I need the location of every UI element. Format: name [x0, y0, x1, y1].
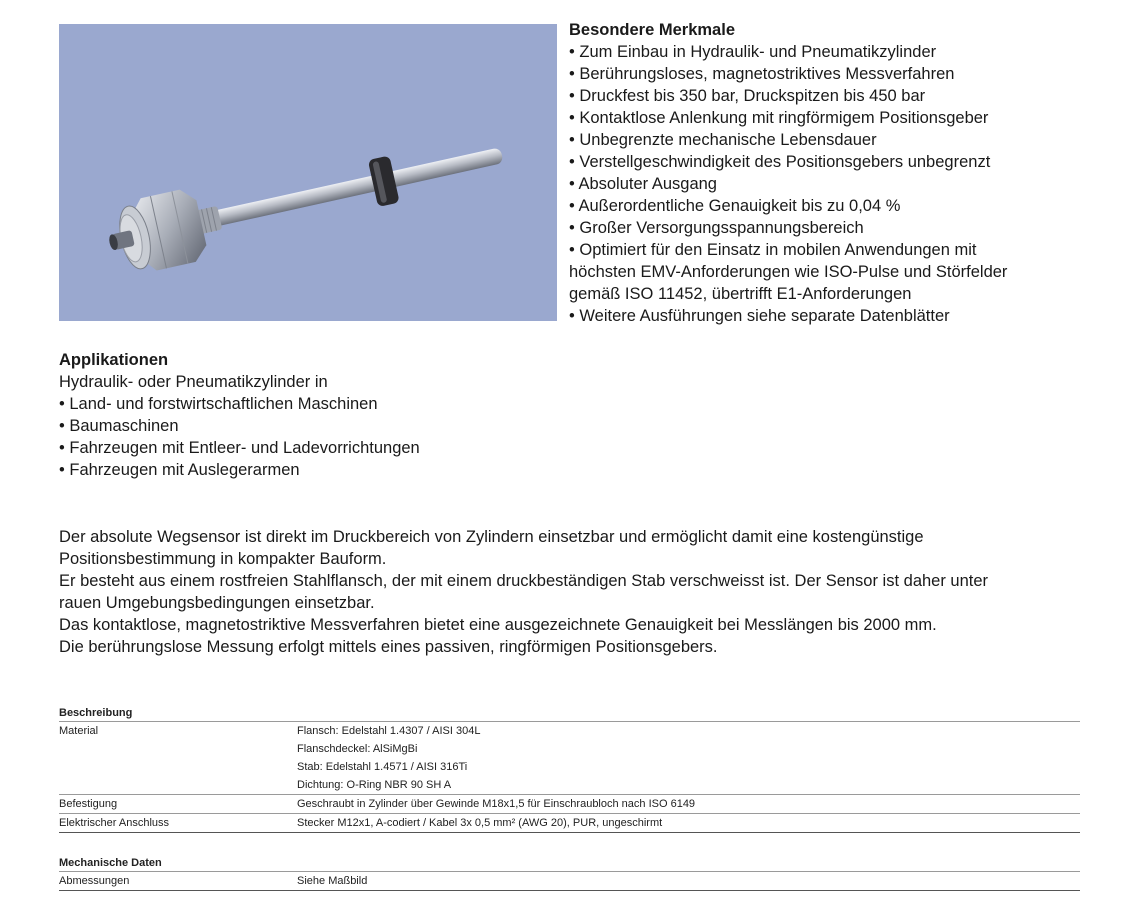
sensor-illustration — [59, 24, 557, 321]
application-line: • Baumaschinen — [59, 417, 179, 435]
spec-label: Befestigung — [59, 798, 118, 810]
feature-line: • Außerordentliche Genauigkeit bis zu 0,04 % — [569, 197, 901, 215]
feature-line: • Weitere Ausführungen siehe separate Datenblätter — [569, 307, 950, 325]
spec-label: Material — [59, 725, 99, 737]
features-section — [569, 19, 1109, 327]
applications-title: Applikationen — [59, 351, 169, 369]
spec-table-mechanisch — [59, 856, 1080, 891]
description-line: Der absolute Wegsensor ist direkt im Druckbereich von Zylindern einsetzbar und ermöglicht damit eine kostengünstige — [59, 528, 924, 546]
spec-table-beschreibung — [59, 706, 1080, 833]
application-line: • Land- und forstwirtschaftlichen Maschinen — [59, 395, 378, 413]
description-section — [59, 526, 1119, 658]
feature-line: • Absoluter Ausgang — [569, 175, 717, 193]
feature-line: • Optimiert für den Einsatz in mobilen Anwendungen mit — [569, 241, 977, 259]
feature-line: • Zum Einbau in Hydraulik- und Pneumatikzylinder — [569, 43, 937, 61]
spec-value: Siehe Maßbild — [297, 875, 368, 887]
description-line: Positionsbestimmung in kompakter Bauform. — [59, 550, 387, 568]
spec-value: Geschraubt in Zylinder über Gewinde M18x1,5 für Einschraubloch nach ISO 6149 — [297, 798, 696, 810]
applications-section — [59, 349, 559, 481]
features-title: Besondere Merkmale — [569, 21, 735, 39]
spec-label: Abmessungen — [59, 875, 130, 887]
spec-row-abmessungen — [59, 872, 1080, 891]
product-photo — [59, 24, 557, 321]
spec-row-material — [59, 722, 1080, 795]
spec-section-title: Mechanische Daten — [59, 856, 1080, 872]
description-line: Die berührungslose Messung erfolgt mittels eines passiven, ringförmigen Positionsgebers. — [59, 638, 718, 656]
application-line: Hydraulik- oder Pneumatikzylinder in — [59, 373, 328, 391]
feature-line: • Berührungsloses, magnetostriktives Messverfahren — [569, 65, 955, 83]
spec-value: Flanschdeckel: AlSiMgBi — [297, 743, 418, 755]
feature-line: • Druckfest bis 350 bar, Druckspitzen bis 450 bar — [569, 87, 926, 105]
spec-value: Stecker M12x1, A-codiert / Kabel 3x 0,5 mm² (AWG 20), PUR, ungeschirmt — [297, 817, 663, 829]
feature-line: • Kontaktlose Anlenkung mit ringförmigem Positionsgeber — [569, 109, 989, 127]
feature-line: • Großer Versorgungsspannungsbereich — [569, 219, 864, 237]
description-line: Er besteht aus einem rostfreien Stahlflansch, der mit einem druckbeständigen Stab verschweisst ist. Der Sensor ist daher unter — [59, 572, 989, 590]
spec-label: Elektrischer Anschluss — [59, 817, 170, 829]
spec-value: Stab: Edelstahl 1.4571 / AISI 316Ti — [297, 761, 468, 773]
description-line: rauen Umgebungsbedingungen einsetzbar. — [59, 594, 375, 612]
spec-value: Flansch: Edelstahl 1.4307 / AISI 304L — [297, 725, 481, 737]
feature-line: • Verstellgeschwindigkeit des Positionsgebers unbegrenzt — [569, 153, 991, 171]
spec-row-befestigung — [59, 795, 1080, 814]
feature-line: höchsten EMV-Anforderungen wie ISO-Pulse und Störfelder — [569, 263, 1008, 281]
application-line: • Fahrzeugen mit Auslegerarmen — [59, 461, 300, 479]
description-line: Das kontaktlose, magnetostriktive Messverfahren bietet eine ausgezeichnete Genauigkeit bei Messlängen bis 2000 mm. — [59, 616, 937, 634]
spec-value: Dichtung: O-Ring NBR 90 SH A — [297, 779, 452, 791]
spec-section-title: Beschreibung — [59, 706, 1080, 722]
spec-row-anschluss — [59, 814, 1080, 833]
feature-line: gemäß ISO 11452, übertrifft E1-Anforderungen — [569, 285, 912, 303]
sensor-rod — [207, 147, 503, 228]
feature-line: • Unbegrenzte mechanische Lebensdauer — [569, 131, 877, 149]
application-line: • Fahrzeugen mit Entleer- und Ladevorrichtungen — [59, 439, 420, 457]
